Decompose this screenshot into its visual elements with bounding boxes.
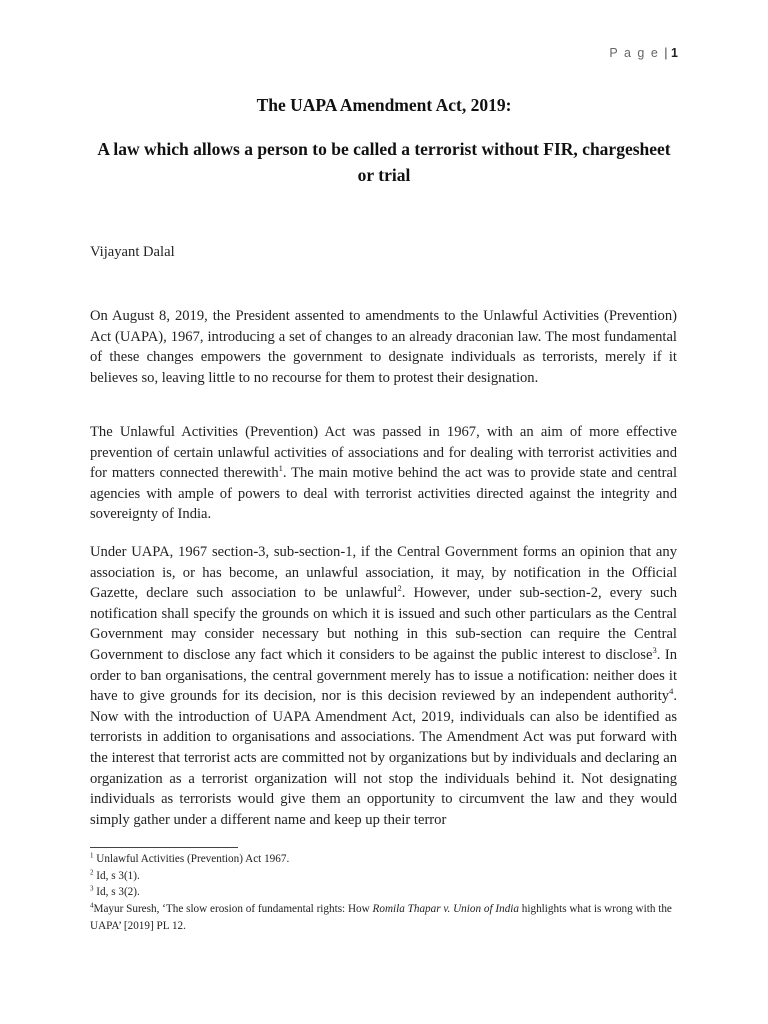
footnote-1 [90,851,677,868]
footnote-text: highlights what is wrong with the UAPA’ [2019] PL 12. [90,903,672,932]
page-number: 1 [671,46,678,60]
footnote-divider [90,847,238,848]
footnote-ref[interactable]: 1 [278,463,283,474]
page-number-header [609,46,678,60]
footnote-text: Id, s 3(2). [93,886,140,899]
paragraph-text: The Unlawful Activities (Prevention) Act was passed in 1967, with an aim of more effective prevention of certain unlawful activities of associations and for dealing with terrorist activities and for matters connected therewith [90,424,677,482]
footnote-4 [90,901,677,934]
footnote-text: Mayur Suresh, ‘The slow erosion of fundamental rights: How [93,903,373,916]
paragraph-text: . The main motive behind the act was to provide state and central agencies with ample of powers to deal with terrorist activities directed against the integrity and sovereignty of India. [90,465,677,523]
footnote-ref[interactable]: 4 [669,686,674,697]
case-name: Romila Thapar v. Union of India [372,903,519,916]
footnote-number: 4 [90,901,94,910]
paragraph-section-3 [90,542,677,830]
footnote-ref[interactable]: 3 [652,645,657,656]
paragraph-text: . In order to ban organisations, the central government merely has to issue a notification: neither does it have to give grounds for its decision, nor is this decision reviewed by an independent authority [90,646,677,705]
footnote-text: Unlawful Activities (Prevention) Act 1967. [93,853,290,865]
document-title: The UAPA Amendment Act, 2019: [256,95,512,115]
footnotes [90,851,677,935]
author-name: Vijayant Dalal [90,244,175,260]
paragraph-text: . However, under sub-section-2, every such notification shall specify the grounds on which it is issued and such other particulars as the Central Government may consider necessary but nothing in this sub-section can require the Central Government to disclose any fact which it considers to be against the public interest to disclose [90,585,677,663]
footnote-number: 3 [90,884,94,893]
page-label: P a g e [609,46,660,60]
footnote-ref[interactable]: 2 [397,583,402,594]
document-subtitle: A law which allows a person to be called a terrorist without FIR, chargesheet or trial [97,139,671,185]
page-separator: | [664,46,670,60]
paragraph-background [90,422,677,525]
footnote-number: 2 [90,867,94,876]
paragraph-text: Under UAPA, 1967 section-3, sub-section-1, if the Central Government forms an opinion that any association is, or has become, an unlawful association, it may, by notification in the Official Gazette, declare such association to be unlawful [90,544,677,602]
footnote-number: 1 [90,851,94,860]
paragraph-text: . Now with the introduction of UAPA Amendment Act, 2019, individuals can also be identified as terrorists in addition to organisations and associations. The Amendment Act was put forward with the interest that terrorist acts are committed not by organizations but by individuals and declaring an organization as a terrorist organization will not stop the individuals behind it. Not designating individuals as terrorists would give them an opportunity to circumvent the law and they would simply gather under a different name and keep up their terror [90,688,677,828]
footnote-2 [90,868,677,885]
footnote-text: Id, s 3(1). [93,869,140,882]
footnote-3 [90,884,677,901]
paragraph-intro: On August 8, 2019, the President assented to amendments to the Unlawful Activities (Prevention) Act (UAPA), 1967, introducing a set of changes to an already draconian law. The most fundamental of these changes empowers the government to designate individuals as terrorists, merely if it believes so, leaving little to no recourse for them to protest their designation. [90,308,677,386]
